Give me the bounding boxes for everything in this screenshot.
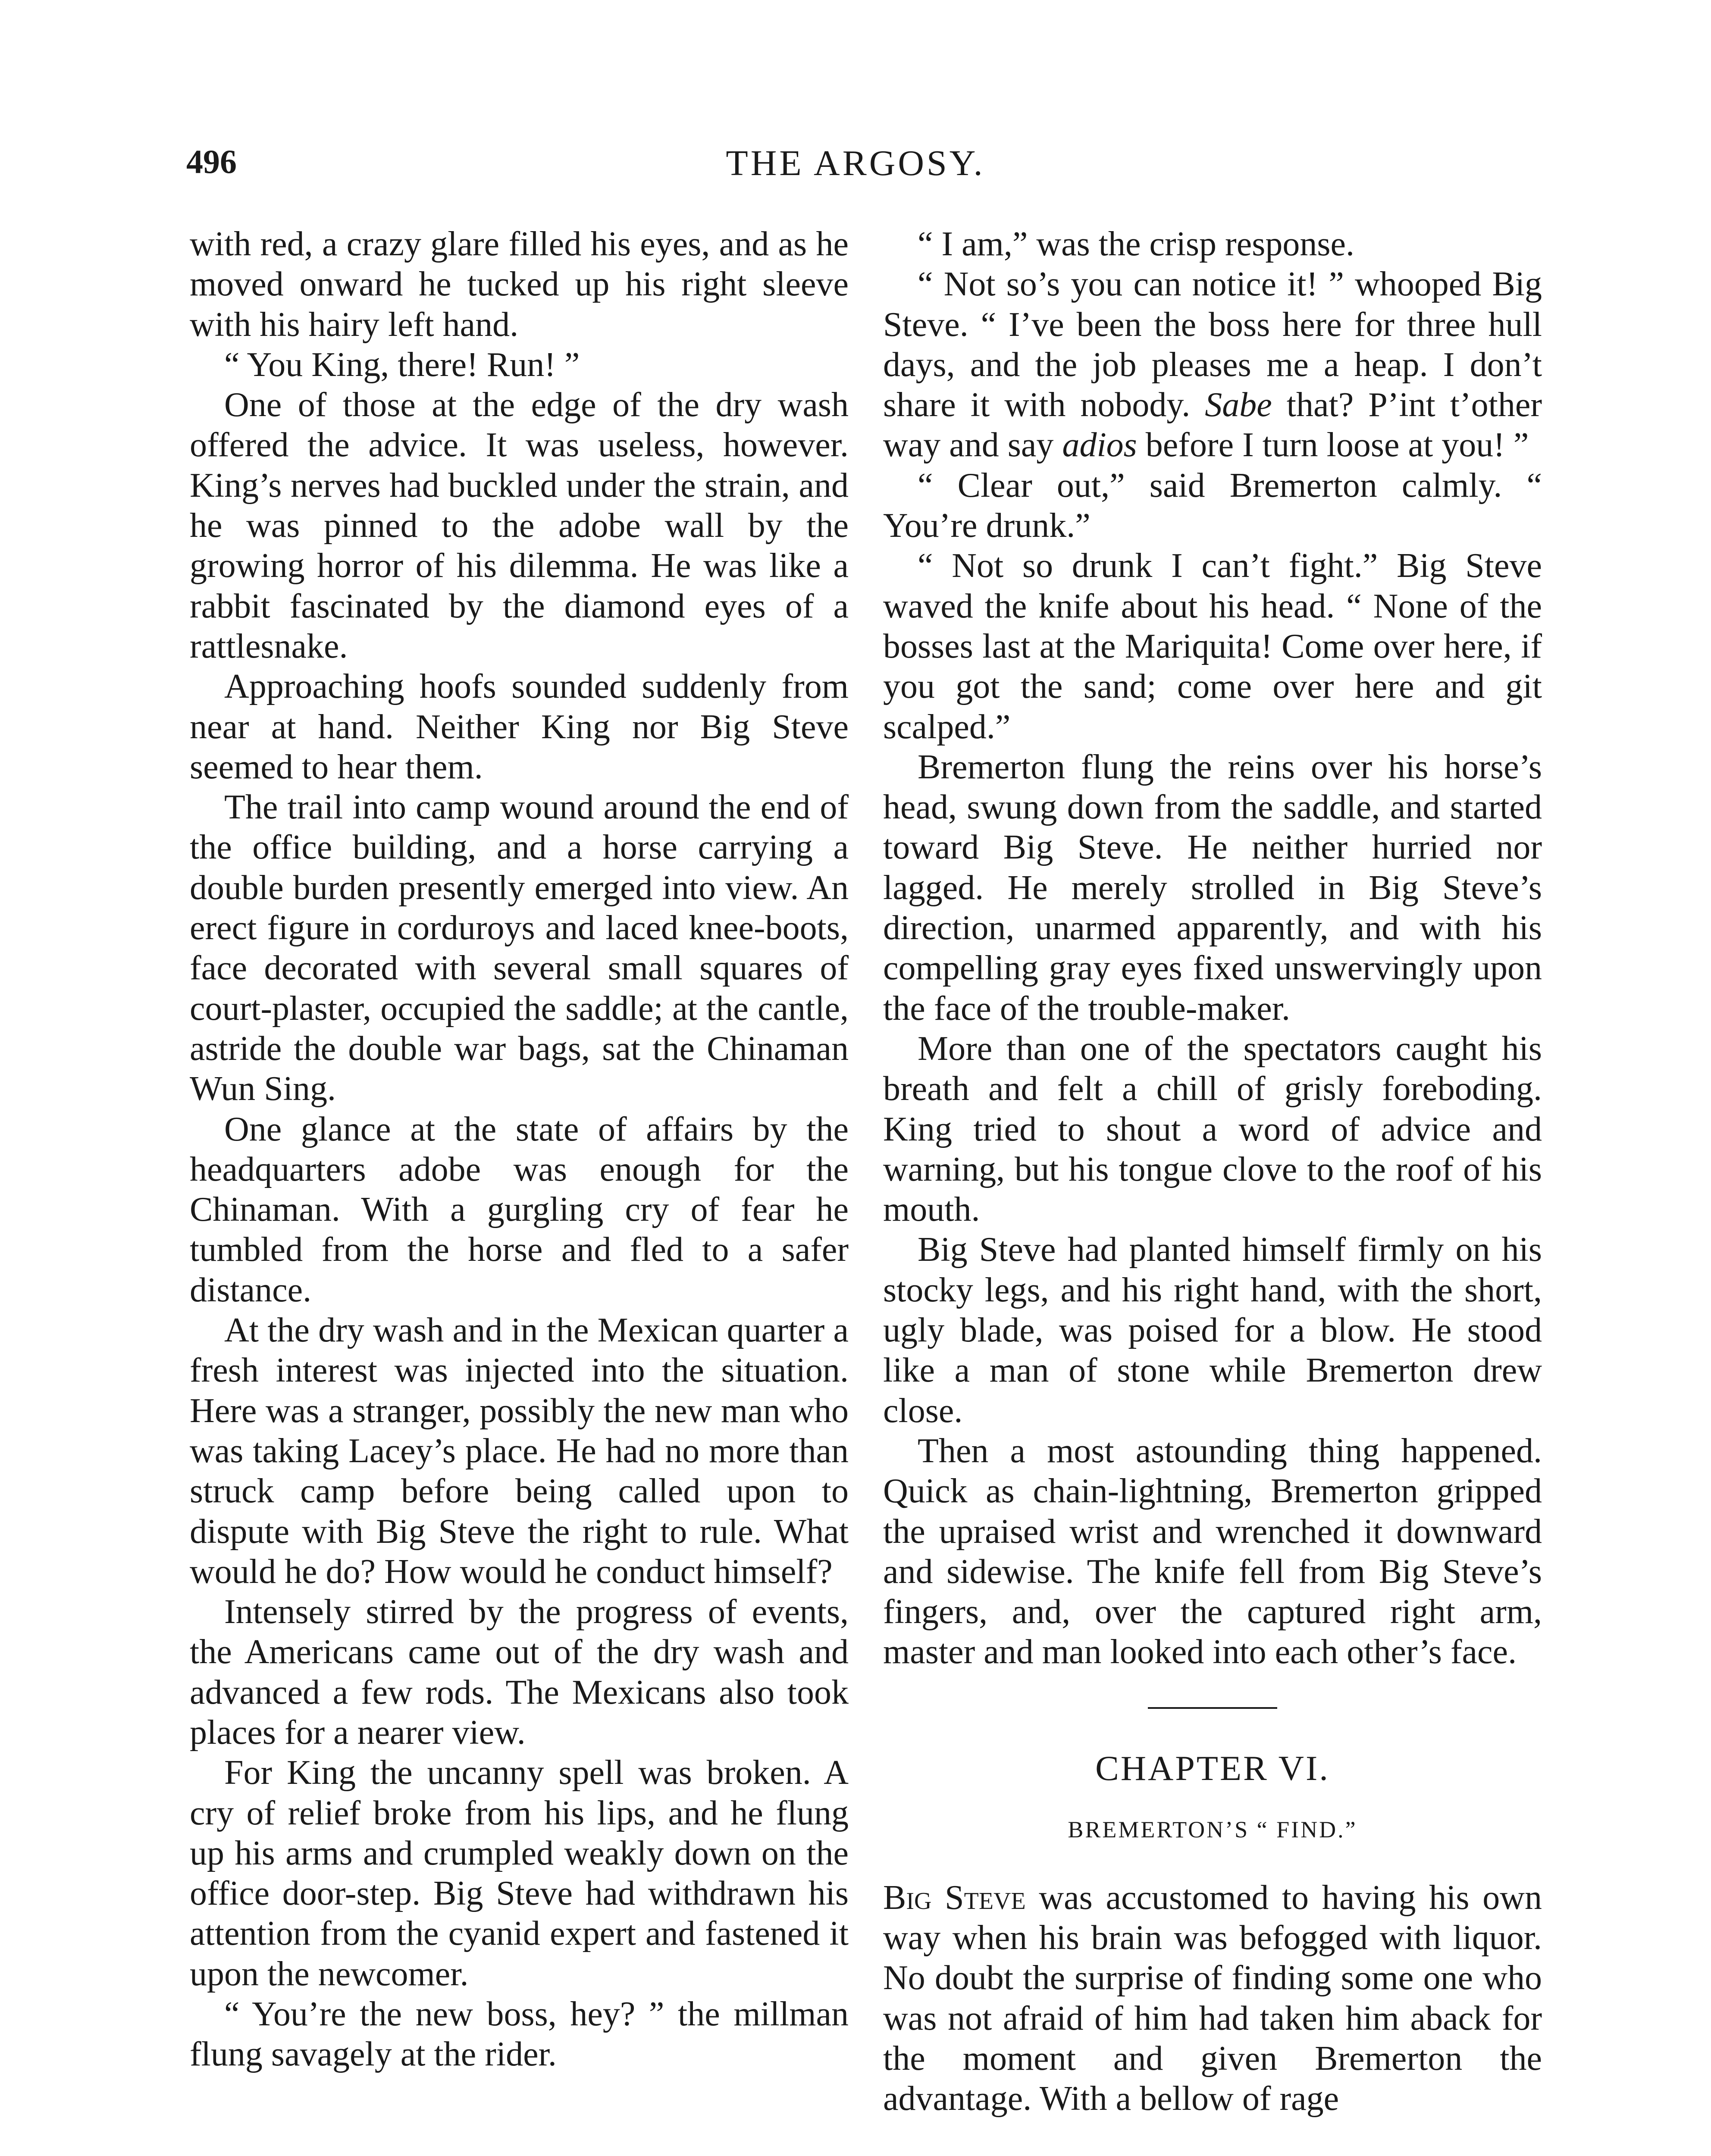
paragraph-text: “ Not so’s you can notice it! ” whooped Big Steve. “ I’ve been the boss here for three hull days, and the job pleases me a heap. I don’t share it with nobody. bbox=[883, 265, 1542, 424]
chapter-subtitle: BREMERTON’S “ FIND.” bbox=[1068, 1816, 1357, 1843]
paragraph: “ You’re the new boss, hey? ” the millman flung savagely at the rider. bbox=[190, 1995, 849, 2074]
paragraph-text: that? P’int t’other way and say bbox=[883, 386, 1542, 464]
running-title: THE ARGOSY. bbox=[726, 143, 985, 183]
paragraph: Bremerton flung the reins over his horse’s head, swung down from the saddle, and started toward Big Steve. He neither hurried nor lagged. He merely strolled in Big Steve’s direction, unarmed apparently, and with his compelling gray eyes fixed unswervingly upon the face of the trouble-maker. bbox=[883, 748, 1542, 1028]
paragraph-text: before I turn loose at you! ” bbox=[1137, 426, 1529, 464]
italic-word: adios bbox=[1062, 426, 1137, 464]
paragraph: “ You King, there! Run! ” bbox=[224, 345, 580, 384]
paragraph: “ I am,” was the crisp response. bbox=[918, 225, 1354, 263]
paragraph-text: was accustomed to having his own way when his brain was befogged with liquor. No doubt the surprise of finding some one who was not afraid of him had taken him aback for the moment and given Bremerton the advantage. With a bellow of rage bbox=[883, 1878, 1542, 2118]
paragraph: Intensely stirred by the progress of events, the Americans came out of the dry wash and advanced a few rods. The Mexicans also took places for a nearer view. bbox=[190, 1593, 849, 1752]
chapter-heading: CHAPTER VI. bbox=[1095, 1748, 1330, 1788]
italic-word: Sabe bbox=[1205, 386, 1272, 424]
paragraph bbox=[883, 1878, 1542, 2119]
paragraph: Then a most astounding thing happened. Quick as chain-lightning, Bremerton gripped the upraised wrist and wrenched it downward and sidewise. The knife fell from Big Steve’s fingers, and, over the captured right arm, master and man looked into each other’s face. bbox=[883, 1432, 1542, 1671]
paragraph: Approaching hoofs sounded suddenly from near at hand. Neither King nor Big Steve seemed to hear them. bbox=[190, 667, 849, 786]
paragraph: One glance at the state of affairs by the headquarters adobe was enough for the Chinaman. With a gurgling cry of fear he tumbled from the horse and fled to a safer distance. bbox=[190, 1110, 849, 1309]
paragraph: The trail into camp wound around the end of the office building, and a horse carrying a double burden presently emerged into view. An erect figure in corduroys and laced knee-boots, face decorated with several small squares of court-plaster, occupied the saddle; at the cantle, astride the double war bags, sat the Chinaman Wun Sing. bbox=[190, 788, 849, 1108]
paragraph: More than one of the spectators caught his breath and felt a chill of grisly foreboding. King tried to shout a word of advice and warning, but his tongue clove to the roof of his mouth. bbox=[883, 1029, 1542, 1229]
left-column bbox=[190, 224, 849, 2075]
paragraph: One of those at the edge of the dry wash offered the advice. It was useless, however. King’s nerves had buckled under the strain, and he was pinned to the adobe wall by the growing horror of his dilemma. He was like a rabbit fascinated by the diamond eyes of a rattlesnake. bbox=[190, 386, 849, 665]
small-caps-lead: Big Steve bbox=[883, 1878, 1026, 1917]
paragraph: with red, a crazy glare filled his eyes, and as he moved onward he tucked up his right sleeve with his hairy left hand. bbox=[190, 225, 849, 344]
right-column bbox=[883, 224, 1542, 2119]
paragraph: At the dry wash and in the Mexican quarter a fresh interest was injected into the situation. Here was a stranger, possibly the new man who was taking Lacey’s place. He had no more than struck camp before being called upon to dispute with Big Steve the right to rule. What would he do? How would he conduct himself? bbox=[190, 1311, 849, 1591]
paragraph: For King the uncanny spell was broken. A cry of relief broke from his lips, and he flung up his arms and crumpled weakly down on the office door-step. Big Steve had withdrawn his attention from the cyanid expert and fastened it upon the newcomer. bbox=[190, 1754, 849, 1993]
paragraph: “ Clear out,” said Bremerton calmly. “ You’re drunk.” bbox=[883, 466, 1542, 545]
paragraph: Big Steve had planted himself firmly on his stocky legs, and his right hand, with the short, ugly blade, was poised for a blow. He stood like a man of stone while Bremerton drew close. bbox=[883, 1231, 1542, 1430]
section-divider bbox=[1148, 1707, 1277, 1709]
page-number: 496 bbox=[186, 143, 237, 180]
paragraph: “ Not so drunk I can’t fight.” Big Steve waved the knife about his head. “ None of the bosses last at the Mariquita! Come over here, if you got the sand; come over here and git scalped.” bbox=[883, 547, 1542, 746]
paragraph bbox=[883, 264, 1542, 465]
